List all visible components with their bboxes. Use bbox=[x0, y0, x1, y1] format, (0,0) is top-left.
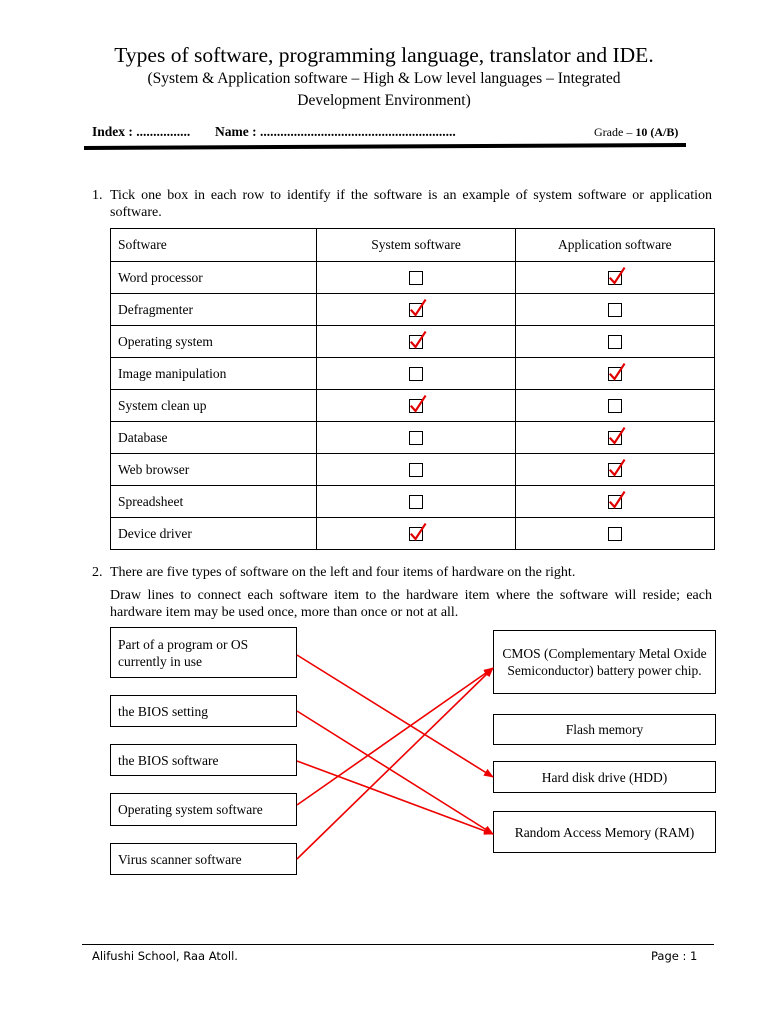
check-icon bbox=[409, 331, 427, 351]
checkbox-checked[interactable] bbox=[608, 271, 622, 285]
software-item-label: the BIOS setting bbox=[118, 703, 208, 719]
connection-line bbox=[297, 668, 493, 805]
software-item-box[interactable] bbox=[110, 843, 297, 875]
software-name-cell: System clean up bbox=[111, 390, 317, 422]
check-icon bbox=[608, 427, 626, 447]
footer-divider bbox=[82, 944, 714, 945]
column-header-software: Software bbox=[111, 229, 317, 262]
hardware-item-label: Hard disk drive (HDD) bbox=[541, 769, 668, 785]
footer-school: Alifushi School, Raa Atoll. bbox=[92, 949, 238, 963]
table-row bbox=[111, 390, 715, 422]
column-header-system: System software bbox=[317, 229, 515, 262]
checkbox-checked[interactable] bbox=[608, 463, 622, 477]
grade-prefix: Grade – bbox=[594, 125, 636, 139]
hardware-item-label: Random Access Memory (RAM) bbox=[514, 824, 695, 840]
student-info-line bbox=[92, 124, 679, 140]
table-row bbox=[111, 326, 715, 358]
hardware-item-label: Flash memory bbox=[565, 722, 644, 737]
system-software-cell bbox=[317, 390, 515, 422]
question-instructions: Draw lines to connect each software item to the hardware item where the software will reside; each hardware item may be used once, more than once or not at all. bbox=[110, 588, 712, 620]
software-item-box[interactable] bbox=[110, 793, 297, 826]
system-software-cell bbox=[317, 422, 515, 454]
system-software-cell bbox=[317, 454, 515, 486]
system-software-cell bbox=[317, 326, 515, 358]
application-software-cell bbox=[515, 326, 714, 358]
table-row bbox=[111, 294, 715, 326]
table-row bbox=[111, 518, 715, 550]
check-icon bbox=[409, 523, 427, 543]
software-name-cell: Word processor bbox=[111, 262, 317, 294]
hardware-item-box[interactable] bbox=[493, 630, 716, 694]
checkbox[interactable] bbox=[409, 431, 423, 445]
application-software-cell bbox=[515, 390, 714, 422]
checkbox[interactable] bbox=[409, 367, 423, 381]
software-classification-table bbox=[110, 228, 715, 550]
application-software-cell bbox=[515, 486, 714, 518]
hardware-item-box[interactable] bbox=[493, 811, 716, 853]
application-software-cell bbox=[515, 422, 714, 454]
application-software-cell bbox=[515, 262, 714, 294]
software-name-cell: Web browser bbox=[111, 454, 317, 486]
hardware-item-box[interactable] bbox=[493, 761, 716, 793]
column-header-application: Application software bbox=[515, 229, 714, 262]
footer-page-number: Page : 1 bbox=[651, 949, 698, 963]
table-row bbox=[111, 454, 715, 486]
connection-line bbox=[297, 711, 493, 834]
check-icon bbox=[608, 491, 626, 511]
software-name-cell: Operating system bbox=[111, 326, 317, 358]
connection-line bbox=[297, 761, 493, 834]
question-number: 2. bbox=[92, 565, 103, 580]
question-text: There are five types of software on the left and four items of hardware on the right. bbox=[110, 565, 576, 580]
worksheet-title: Types of software, programming language, translator and IDE. bbox=[114, 43, 654, 67]
software-name-cell: Image manipulation bbox=[111, 358, 317, 390]
checkbox-checked[interactable] bbox=[409, 335, 423, 349]
checkbox[interactable] bbox=[608, 303, 622, 317]
application-software-cell bbox=[515, 294, 714, 326]
check-icon bbox=[608, 459, 626, 479]
software-item-label: the BIOS software bbox=[118, 752, 219, 768]
checkbox[interactable] bbox=[608, 527, 622, 541]
name-field[interactable]: Name : .......................................................... bbox=[215, 124, 456, 139]
table-row bbox=[111, 422, 715, 454]
checkbox-checked[interactable] bbox=[409, 399, 423, 413]
grade-label bbox=[594, 125, 678, 140]
software-item-label: Operating system software bbox=[118, 802, 263, 817]
software-name-cell: Database bbox=[111, 422, 317, 454]
checkbox[interactable] bbox=[608, 399, 622, 413]
grade-value: 10 (A/B) bbox=[635, 125, 679, 139]
checkbox[interactable] bbox=[409, 495, 423, 509]
hardware-item-box[interactable] bbox=[493, 714, 716, 745]
application-software-cell bbox=[515, 518, 714, 550]
checkbox[interactable] bbox=[409, 463, 423, 477]
software-name-cell: Spreadsheet bbox=[111, 486, 317, 518]
checkbox-checked[interactable] bbox=[608, 367, 622, 381]
check-icon bbox=[608, 267, 626, 287]
application-software-cell bbox=[515, 358, 714, 390]
checkbox[interactable] bbox=[409, 271, 423, 285]
application-software-cell bbox=[515, 454, 714, 486]
question-number: 1. bbox=[92, 188, 103, 203]
question-text: Tick one box in each row to identify if the software is an example of system software or application software. bbox=[110, 188, 712, 220]
checkbox[interactable] bbox=[608, 335, 622, 349]
system-software-cell bbox=[317, 486, 515, 518]
system-software-cell bbox=[317, 518, 515, 550]
system-software-cell bbox=[317, 358, 515, 390]
table-row bbox=[111, 262, 715, 294]
system-software-cell bbox=[317, 262, 515, 294]
check-icon bbox=[409, 299, 427, 319]
worksheet-subtitle: (System & Application software – High & Low level languages – Integrated Development Environment) bbox=[147, 70, 621, 109]
software-name-cell: Device driver bbox=[111, 518, 317, 550]
check-icon bbox=[409, 395, 427, 415]
software-item-box[interactable] bbox=[110, 744, 297, 776]
software-name-cell: Defragmenter bbox=[111, 294, 317, 326]
connection-line bbox=[297, 655, 493, 777]
software-item-box[interactable] bbox=[110, 695, 297, 727]
check-icon bbox=[608, 363, 626, 383]
index-field[interactable]: Index : ................ bbox=[92, 124, 191, 139]
software-item-label: Virus scanner software bbox=[118, 851, 242, 867]
table-header-row bbox=[111, 229, 715, 262]
software-item-box[interactable] bbox=[110, 627, 297, 678]
table-row bbox=[111, 358, 715, 390]
question-2 bbox=[92, 564, 712, 621]
question-1 bbox=[92, 187, 712, 221]
table-row bbox=[111, 486, 715, 518]
software-item-label: Part of a program or OS currently in use bbox=[118, 636, 249, 669]
checkbox-checked[interactable] bbox=[409, 303, 423, 317]
system-software-cell bbox=[317, 294, 515, 326]
hardware-item-label: CMOS (Complementary Metal Oxide Semiconductor) battery power chip. bbox=[502, 646, 707, 678]
checkbox-checked[interactable] bbox=[608, 431, 622, 445]
checkbox-checked[interactable] bbox=[608, 495, 622, 509]
header-divider bbox=[84, 143, 686, 150]
connection-line bbox=[297, 668, 493, 859]
checkbox-checked[interactable] bbox=[409, 527, 423, 541]
